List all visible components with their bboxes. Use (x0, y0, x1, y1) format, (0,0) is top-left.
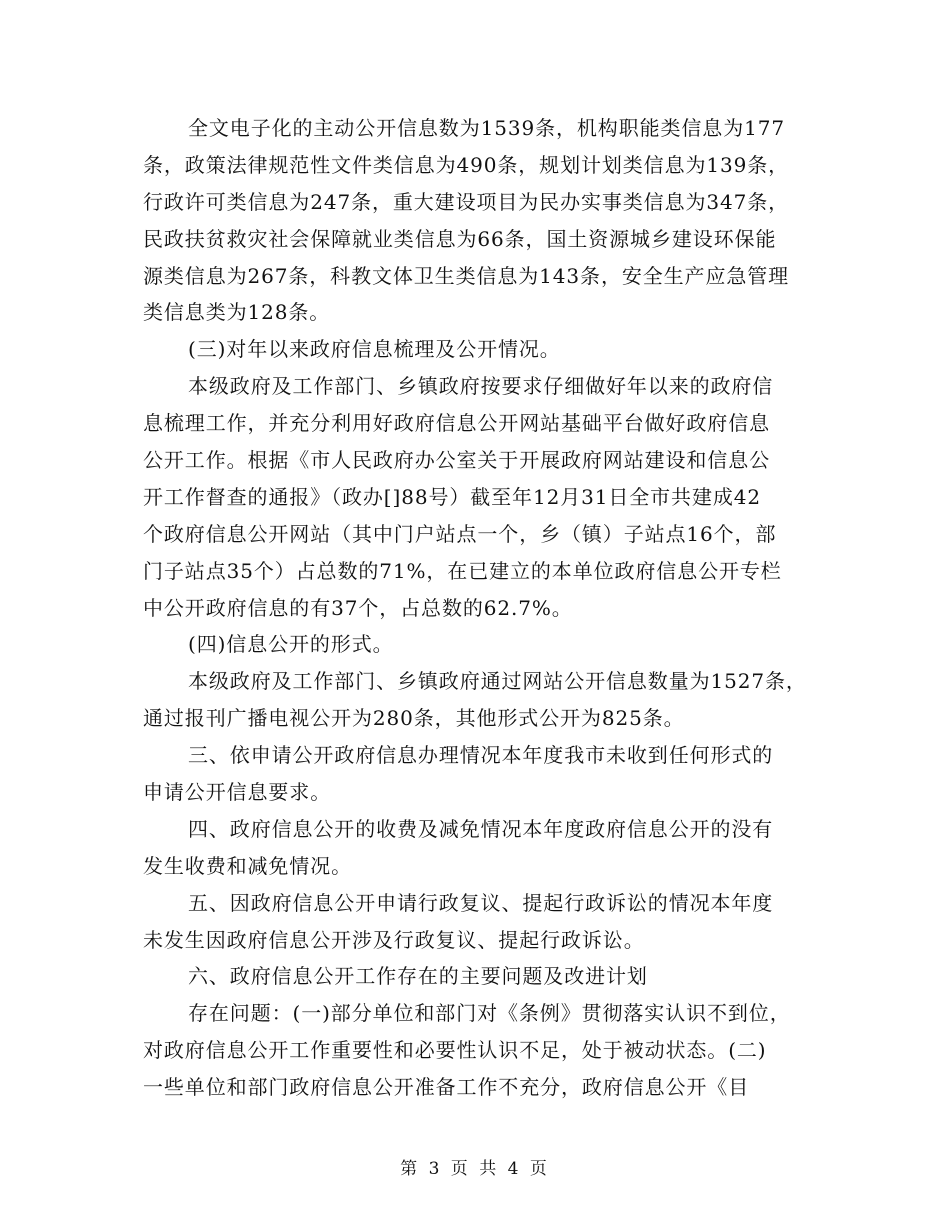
text-line: 门子站点35个）占总数的71%，在已建立的本单位政府信息公开专栏 (143, 558, 782, 583)
text-line: (三)对年以来政府信息梳理及公开情况。 (188, 337, 561, 362)
text-line: 存在问题：(一)部分单位和部门对《条例》贯彻落实认识不到位， (188, 1001, 791, 1026)
text-line: 民政扶贫救灾社会保障就业类信息为66条，国土资源城乡建设环保能 (143, 226, 777, 251)
text-line: 本级政府及工作部门、乡镇政府按要求仔细做好年以来的政府信 (188, 374, 774, 399)
text-line: 全文电子化的主动公开信息数为1539条，机构职能类信息为177 (188, 116, 785, 140)
text-line: 发生收费和减免情况。 (143, 853, 352, 878)
text-line: 一些单位和部门政府信息公开准备工作不充分，政府信息公开《目 (143, 1075, 750, 1100)
text-line: 申请公开信息要求。 (143, 780, 332, 805)
text-line: 条，政策法律规范性文件类信息为490条，规划计划类信息为139条， (143, 152, 790, 177)
text-line: 四、政府信息公开的收费及减免情况本年度政府信息公开的没有 (188, 816, 774, 841)
text-line: 未发生因政府信息公开涉及行政复议、提起行政诉讼。 (143, 927, 645, 952)
text-line: 中公开政府信息的有37个，占总数的62.7%。 (143, 595, 573, 620)
text-line: 息梳理工作，并充分利用好政府信息公开网站基础平台做好政府信息 (143, 411, 770, 436)
text-line: 五、因政府信息公开申请行政复议、提起行政诉讼的情况本年度 (188, 890, 774, 915)
text-line: 行政许可类信息为247条，重大建设项目为民办实事类信息为347条， (143, 189, 790, 214)
text-line: 开工作督查的通报》（政办[]88号）截至年12月31日全市共建成42 (143, 484, 762, 509)
text-line: (四)信息公开的形式。 (188, 632, 394, 657)
text-line: 公开工作。根据《市人民政府办公室关于开展政府网站建设和信息公 (143, 448, 770, 473)
text-line: 六、政府信息公开工作存在的主要问题及改进计划 (188, 964, 648, 989)
text-line: 对政府信息公开工作重要性和必要性认识不足，处于被动状态。(二) (143, 1038, 767, 1063)
text-line: 类信息类为128条。 (143, 300, 331, 325)
text-line: 源类信息为267条，科教文体卫生类信息为143条，安全生产应急管理 (143, 263, 790, 288)
text-line: 个政府信息公开网站（其中门户站点一个，乡（镇）子站点16个，部 (143, 521, 777, 546)
text-line: 通过报刊广播电视公开为280条，其他形式公开为825条。 (143, 706, 685, 731)
page-number-footer: 第 3 页 共 4 页 (400, 1159, 550, 1179)
text-line: 本级政府及工作部门、乡镇政府通过网站公开信息数量为1527条， (188, 669, 807, 694)
text-line: 三、依申请公开政府信息办理情况本年度我市未收到任何形式的 (188, 743, 774, 768)
document-body (143, 110, 823, 1106)
